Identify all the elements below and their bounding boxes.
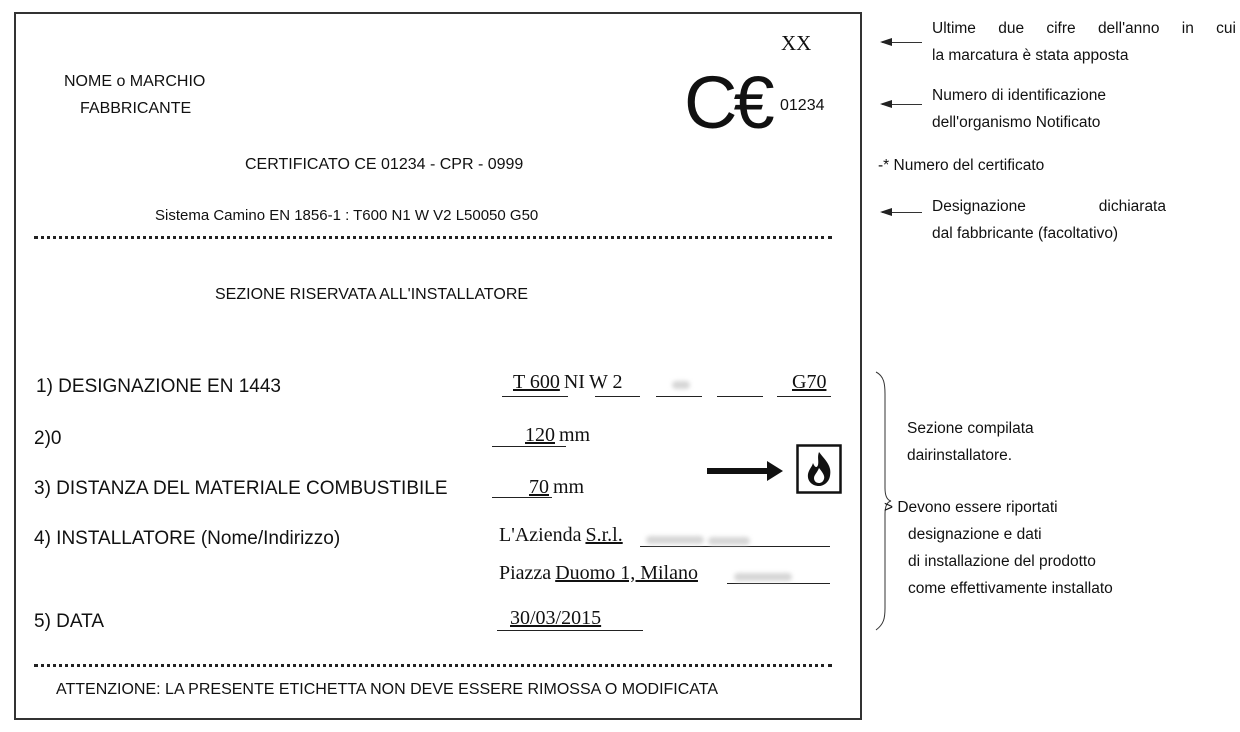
row2-unit: mm: [559, 424, 591, 446]
annotation-designation-line-1: [932, 193, 1166, 220]
word: due: [998, 20, 1025, 37]
annotation-arrow-icon: [882, 212, 922, 213]
annotation-certificate: -* Numero del certificato: [878, 157, 1045, 174]
annotation-notified-body: [932, 82, 1106, 136]
annotation-arrow-icon: [882, 104, 922, 105]
installer-name-line: [499, 524, 623, 547]
installer-section-title: SEZIONE RISERVATA ALL'INSTALLATORE: [215, 286, 529, 303]
annotation-section-line-1: Sezione compilata: [907, 420, 1034, 437]
annotation-report-line-2: designazione e dati: [908, 526, 1042, 543]
installer-address-line: [499, 562, 698, 585]
installer-name-a: L'Azienda: [499, 524, 582, 546]
row3-number: 70: [529, 476, 549, 498]
row5-underline: [497, 630, 643, 631]
install-date: 30/03/2015: [510, 607, 602, 629]
row1-value-a: T 600: [513, 371, 560, 393]
annotation-year-line-2: la marcatura è stata apposta: [932, 47, 1129, 64]
redacted-text-3: [734, 573, 792, 581]
redacted-text-1: [646, 536, 704, 544]
word: dell'anno: [1097, 20, 1160, 37]
row1-underline-1: [502, 396, 568, 397]
annotation-designation: [932, 193, 1166, 247]
row3-label: 3) DISTANZA DEL MATERIALE COMBUSTIBILE: [34, 478, 448, 499]
row5-label: 5) DATA: [34, 611, 105, 632]
redacted-text-2: [708, 537, 750, 545]
row2-label: 2)0: [34, 428, 62, 449]
annotation-report: [884, 494, 1113, 602]
manufacturer-line-2: FABBRICANTE: [80, 100, 192, 117]
notified-body-number: 01234: [780, 97, 825, 114]
row1-value: [513, 371, 622, 394]
warning-text: ATTENZIONE: LA PRESENTE ETICHETTA NON DEVE ESSERE RIMOSSA O MODIFICATA: [56, 681, 719, 698]
annotation-section-line-2: dairinstallatore.: [907, 447, 1013, 464]
row1-underline-5: [777, 396, 831, 397]
row1-underline-3: [656, 396, 702, 397]
annotation-designation-line-2: dal fabbricante (facoltativo): [932, 225, 1119, 242]
flame-warning-icon: [796, 444, 842, 494]
installer-name-b: S.r.l.: [585, 524, 623, 546]
row1-value-b: NI: [563, 371, 585, 393]
right-arrow-icon: [707, 461, 783, 481]
annotation-section: [907, 415, 1034, 469]
word: cui: [1216, 20, 1236, 37]
word: dichiarata: [1098, 198, 1166, 215]
redacted-mark: [672, 381, 690, 389]
word: in: [1181, 20, 1194, 37]
annotation-report-line-4: come effettivamente installato: [908, 580, 1113, 597]
annotation-report-line-1: > Devono essere riportati: [884, 499, 1058, 516]
row3-unit: mm: [553, 476, 585, 498]
annotation-year-line-1: [932, 15, 1236, 42]
row1-value-d: G70: [792, 371, 827, 393]
dotted-separator-top: [34, 236, 832, 239]
word: Ultime: [932, 20, 976, 37]
ce-mark-logo: C€: [684, 61, 771, 144]
annotation-notified-line-2: dell'organismo Notificato: [932, 114, 1101, 131]
row2-number: 120: [525, 424, 555, 446]
word: Designazione: [932, 198, 1026, 215]
annotation-year: [932, 15, 1236, 69]
installer-address-a: Piazza: [499, 562, 552, 584]
manufacturer-line-1: NOME o MARCHIO: [64, 73, 206, 90]
annotation-report-line-3: di installazione del prodotto: [908, 553, 1096, 570]
certificate-number: CERTIFICATO CE 01234 - CPR - 0999: [245, 156, 524, 173]
annotation-notified-line-1: Numero di identificazione: [932, 87, 1107, 104]
row1-label: 1) DESIGNAZIONE EN 1443: [36, 376, 281, 397]
word: cifre: [1046, 20, 1076, 37]
row1-underline-2: [595, 396, 640, 397]
dotted-separator-bottom: [34, 664, 832, 667]
designation-text: Sistema Camino EN 1856-1 : T600 N1 W V2 L50050 G50: [155, 207, 539, 224]
row4-underline-2: [727, 583, 830, 584]
manufacturer-name: [64, 68, 205, 122]
annotation-arrow-icon: [882, 42, 922, 43]
row1-underline-4: [717, 396, 763, 397]
installer-address-b: Duomo 1, Milano: [555, 562, 698, 584]
row1-value-c: W 2: [588, 371, 623, 393]
year-digits: XX: [781, 31, 812, 55]
row3-value: [529, 476, 584, 499]
row4-label: 4) INSTALLATORE (Nome/Indirizzo): [34, 528, 341, 549]
row2-value: [525, 424, 590, 447]
row4-underline-1: [640, 546, 830, 547]
